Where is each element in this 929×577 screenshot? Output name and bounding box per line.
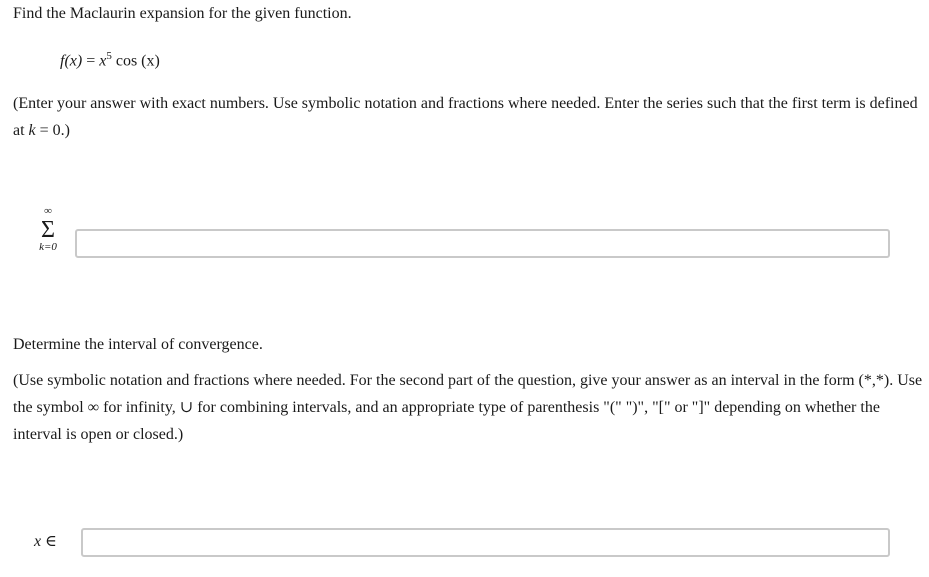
series-answer-input[interactable]: [75, 229, 890, 258]
function-exponent: 5: [106, 50, 112, 62]
function-lhs: f(x): [60, 52, 83, 70]
function-rest: cos (x): [115, 52, 160, 70]
series-instructions-text: (Enter your answer with exact numbers. Use symbolic notation and fractions where needed. Enter the series such that the first term is defined at: [13, 95, 918, 139]
series-instructions-end: = 0.): [39, 122, 71, 139]
question-prompt: Find the Maclaurin expansion for the given function.: [13, 5, 352, 22]
interval-label: x ∈: [34, 533, 57, 550]
series-instructions-k: k: [28, 122, 36, 139]
function-equals: =: [86, 52, 96, 70]
summation-lower-limit: k=0: [39, 241, 57, 253]
summation-upper-limit: ∞: [44, 205, 52, 217]
convergence-prompt: Determine the interval of convergence.: [13, 336, 263, 353]
function-expression: [60, 50, 160, 70]
function-base: x: [99, 52, 107, 70]
convergence-instructions: (Use symbolic notation and fractions where needed. For the second part of the question, give your answer as an interval in the form (*,*). Use the symbol ∞ for infinity, ∪ for combining intervals, and an appropriate type of parenthesis "(" ")", "[" or "]" depending on whether the interval is open or closed.): [13, 372, 923, 443]
interval-answer-input[interactable]: [81, 528, 890, 557]
summation-symbol: [33, 206, 63, 266]
summation-sigma: Σ: [41, 217, 55, 243]
series-instructions: [13, 90, 925, 144]
